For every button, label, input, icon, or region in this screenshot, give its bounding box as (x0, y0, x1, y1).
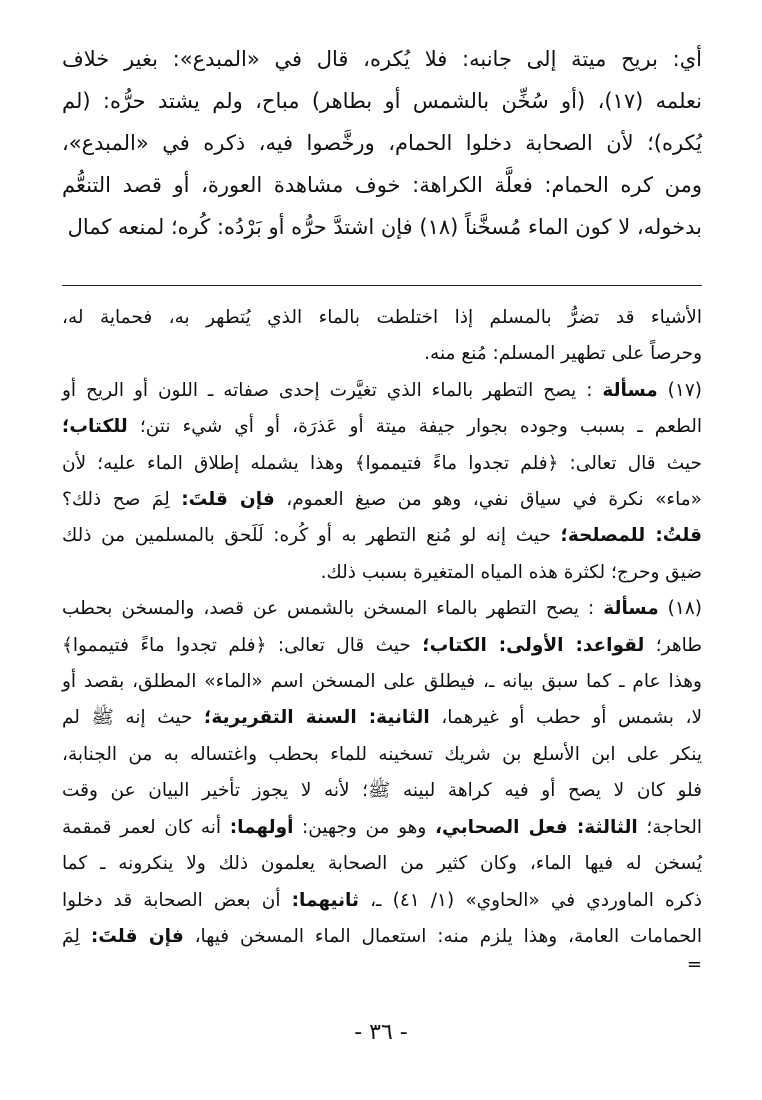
footnote-bold-run: ثانيهما: (291, 889, 359, 911)
footnote-run: أنه كان لعمر قمقمة (62, 816, 230, 838)
footnote-line (62, 591, 702, 627)
main-text-block (62, 38, 702, 248)
footnote-line (62, 300, 702, 336)
footnote-run: لِمَ صح ذلك؟ (62, 489, 182, 511)
footnote-line (62, 409, 702, 445)
footnote-line (62, 846, 702, 882)
continuation-mark: = (686, 954, 702, 976)
footnote-line (62, 810, 702, 846)
footnote-run: طاهر؛ (644, 634, 703, 656)
footnote-line (62, 773, 702, 809)
main-text-line: يُكره)؛ لأن الصحابة دخلوا الحمام، ورخَّصوا فيه، ذكره في «المبدع»، (62, 131, 702, 155)
footnote-bold-run: الثانية: السنة التقريرية؛ (203, 707, 430, 729)
footnote-run: وهو من وجهين: (293, 816, 435, 838)
footnote-run: «ماء» نكرة في سياق نفي، وهو من صيغ العموم، (274, 489, 702, 511)
footnote-run: أن بعض الصحابة قد دخلوا (62, 889, 292, 911)
main-text-line: ومن كره الحمام: فعلَّة الكراهة: خوف مشاهدة العورة، أو قصد التنعُّم (62, 173, 702, 197)
footnote-bold-run: لقواعد: الأولى: الكتاب؛ (422, 634, 645, 656)
main-text-line: بدخوله، لا كون الماء مُسخَّناً (١٨) فإن اشتدَّ حرُّه أو بَرْدُه: كُره؛ لمنعه كمال (67, 215, 702, 239)
footnote-run: يُسخن له فيها الماء، وكان كثير من الصحابة يعلمون ذلك ولا ينكرونه ـ كما (62, 853, 702, 875)
footnote-run: حيث إنه لو مُنع التطهر به أو كُره: لَلَحق بالمسلمين من ذلك (62, 525, 561, 547)
footnote-run: : يصح التطهر بالماء المسخن بالشمس عن قصد، والمسخن بحطب (62, 598, 604, 620)
footnote-run: الطعم ـ بسبب وجوده بجوار جيفة ميتة أو عَذرَة، أو أي شيء نتن؛ (127, 416, 702, 438)
footnote-run: : يصح التطهر بالماء الذي تغيَّرت إحدى صفاته ـ اللون أو الريح أو (62, 379, 603, 401)
footnote-bold-run: قلتُ: للمصلحة؛ (560, 525, 702, 547)
footnote-run: فلو كان لا يصح أو فيه كراهة لبينه ﷺ؛ لأنه لا يجوز تأخير البيان عن وقت (62, 780, 702, 802)
footnote-bold-run: الثالثة: فعل الصحابي، (434, 816, 638, 838)
main-text-line: أي: بريح ميتة إلى جانبه: فلا يُكره، قال في «المبدع»: بغير خلاف (62, 47, 702, 71)
footnote-run: حيث قال تعالى: ﴿فلم تجدوا ماءً فتيمموا﴾ (62, 634, 423, 656)
footnote-line (62, 446, 702, 482)
footnote-line (62, 737, 702, 773)
footnote-line (62, 373, 702, 409)
main-text-line: نعلمه (١٧)، (أو سُخِّن بالشمس أو بطاهر) مباح، ولم يشتد حرُّه: (لم (62, 89, 702, 113)
page-number: - ٣٦ - (354, 1020, 408, 1045)
footnote-run: لا، بشمس أو حطب أو غيرهما، (429, 707, 703, 729)
footnote-line (62, 482, 702, 518)
footnote-bold-run: أولهما: (229, 816, 294, 838)
footnote-line (62, 628, 702, 664)
footnote-line (62, 664, 702, 700)
footnote-run: ذكره الماوردي في «الحاوي» (١/ ٤١) ـ، (358, 889, 702, 911)
footnote-line (62, 555, 702, 591)
footnotes-block (62, 300, 702, 975)
footnote-run: الحاجة؛ (637, 816, 702, 838)
footnote-run: (١٨) (658, 598, 702, 620)
footnote-run: (١٧) (657, 379, 702, 401)
footnote-run: لِمَ (62, 925, 91, 947)
footnote-run: ينكر على ابن الأسلع بن شريك تسخينه للماء بحطب واغتساله به من الجنابة، (62, 743, 702, 765)
footnote-line (62, 336, 702, 372)
footnote-bold-run: مسألة (602, 379, 658, 401)
footnote-line (62, 518, 702, 554)
footnote-run: الأشياء قد تضرُّ بالمسلم إذا اختلطت بالماء الذي يُتطهر به، فحماية له، (62, 307, 702, 328)
footnote-run: وحرصاً على تطهير المسلم: مُنع منه. (424, 343, 702, 365)
footnote-bold-run: مسألة (603, 598, 659, 620)
footnote-line (62, 700, 702, 736)
footnote-run: حيث قال تعالى: ﴿فلم تجدوا ماءً فتيمموا﴾ وهذا يشمله إطلاق الماء عليه؛ لأن (62, 452, 702, 474)
footnote-run: حيث إنه ﷺ لم (62, 707, 204, 729)
footnote-run: وهذا عام ـ كما سبق بيانه ـ، فيطلق على المسخن اسم «الماء» المطلق، بقصد أو (62, 671, 702, 693)
footnote-bold-run: فإن قلتَ: (181, 489, 275, 511)
footnote-run: ضيق وحرج؛ لكثرة هذه المياه المتغيرة بسبب ذلك. (320, 561, 702, 583)
footnote-line (62, 883, 702, 919)
footnote-bold-run: للكتاب؛ (62, 416, 128, 438)
footnote-line (62, 919, 702, 955)
footnote-bold-run: فإن قلتَ: (90, 925, 184, 947)
footnote-separator (62, 285, 702, 286)
footnote-run: الحمامات العامة، وهذا يلزم منه: استعمال الماء المسخن فيها، (183, 925, 702, 947)
